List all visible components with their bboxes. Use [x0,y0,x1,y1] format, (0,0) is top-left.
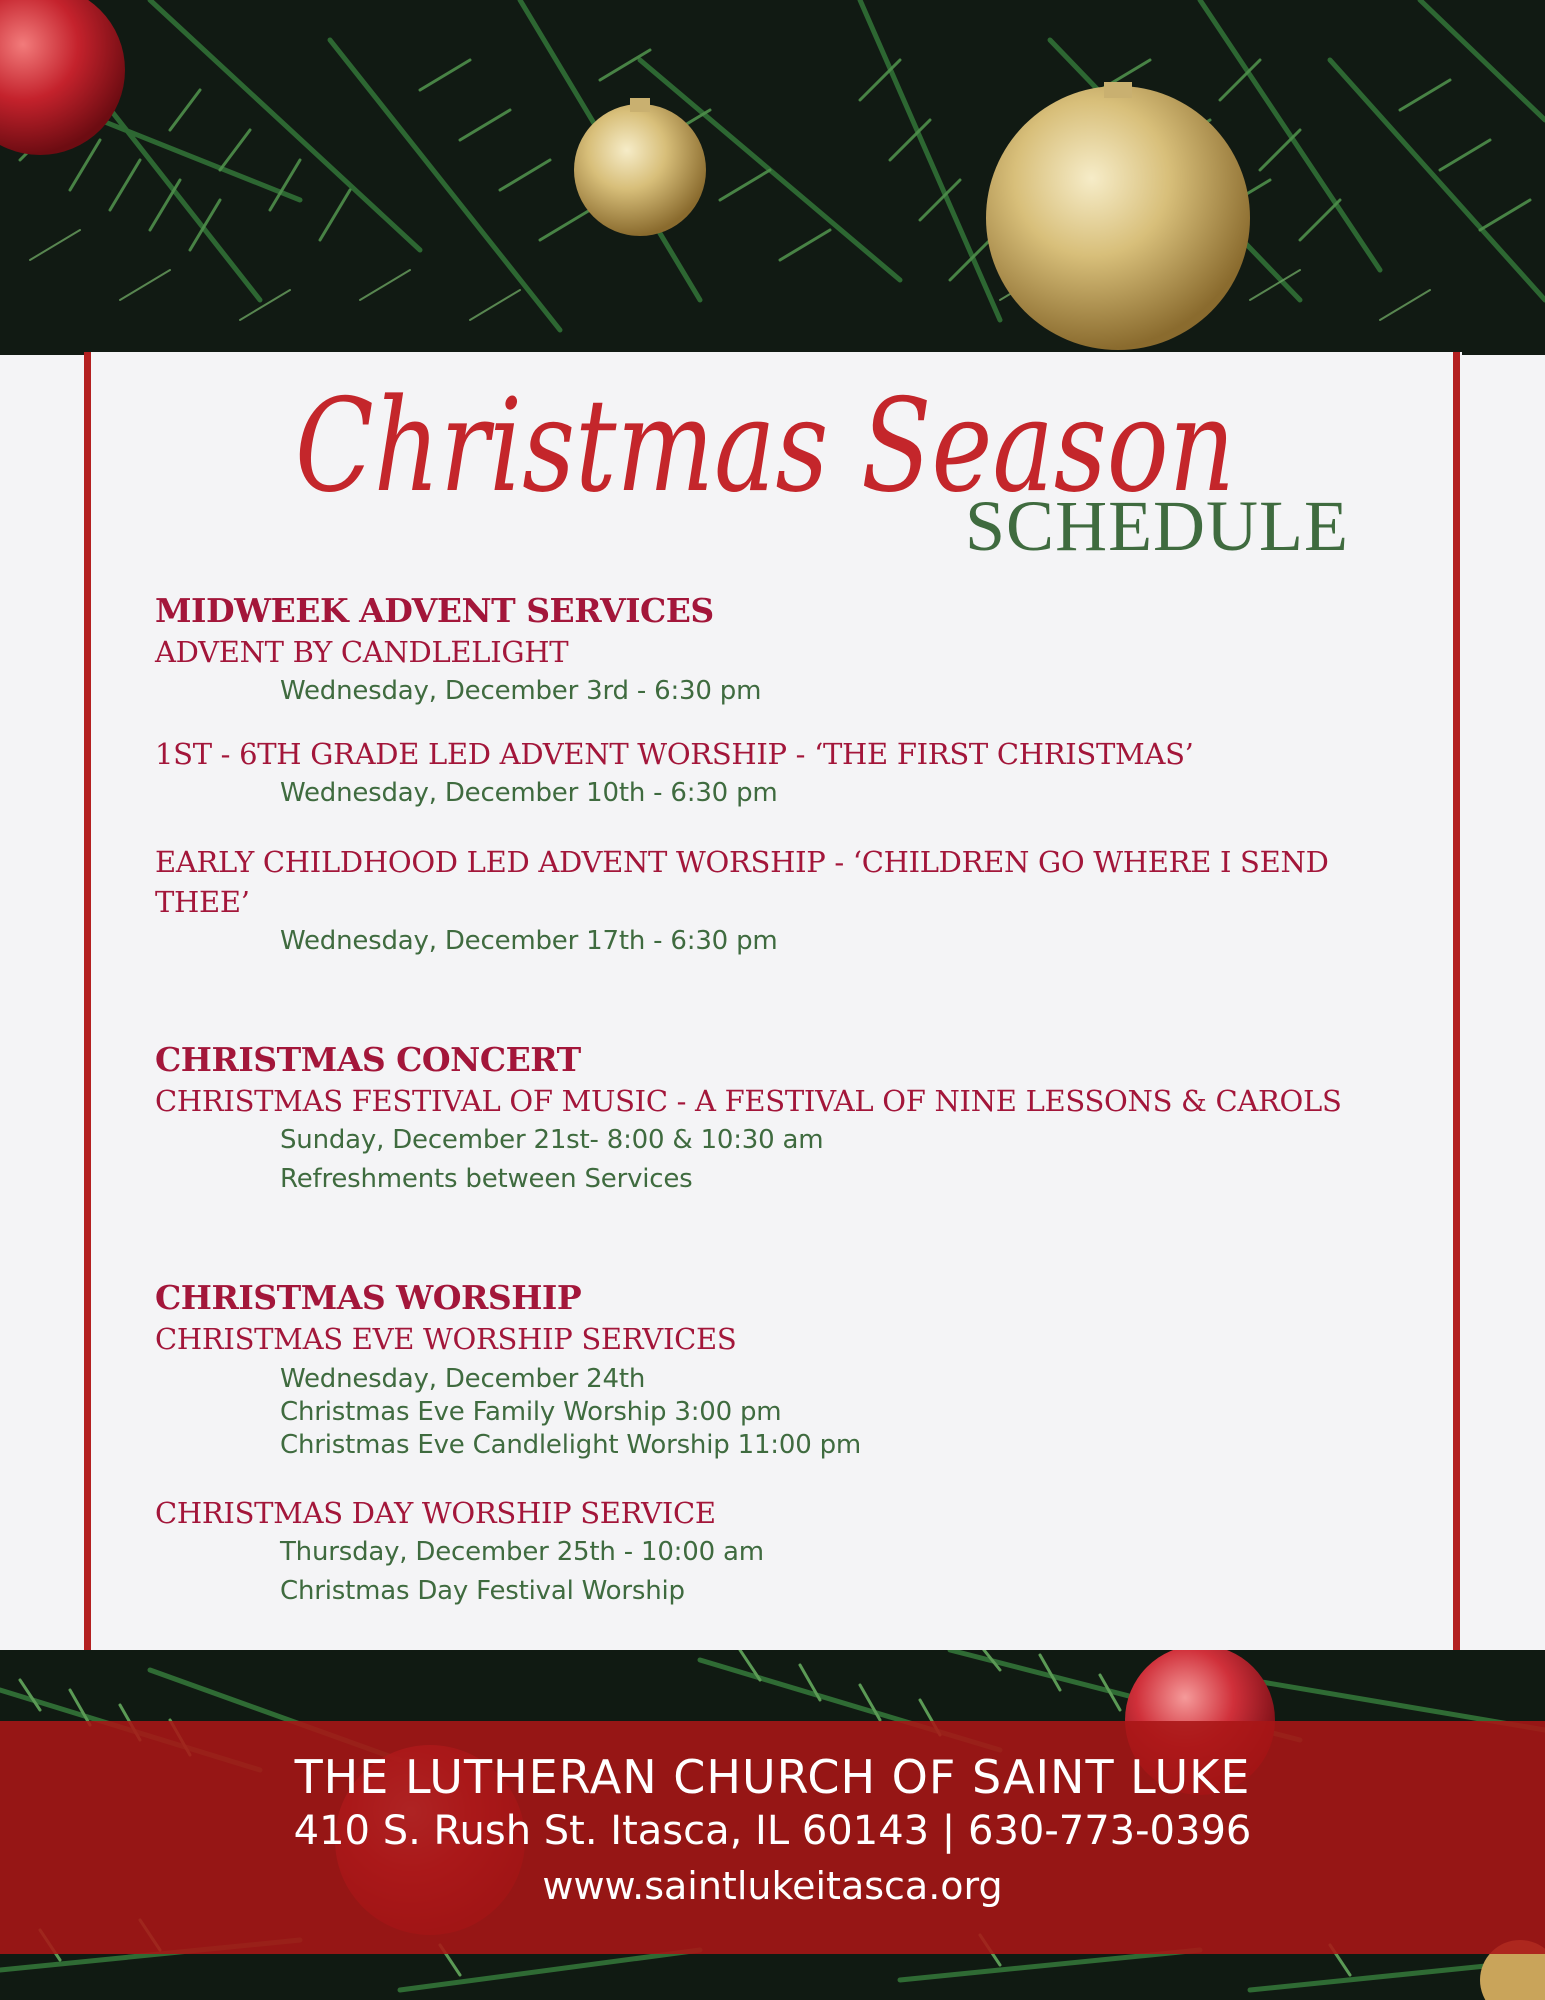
church-address: 410 S. Rush St. Itasca, IL 60143 | 630-773-0396 [293,1808,1252,1854]
event-line: Christmas Eve Candlelight Worship 11:00 pm [280,1430,862,1460]
event-title: ADVENT BY CANDLELIGHT [155,635,569,669]
event-date: Wednesday, December 24th [280,1364,646,1394]
event-note: Christmas Day Festival Worship [280,1576,685,1606]
event-date: Wednesday, December 3rd - 6:30 pm [280,676,762,706]
section-advent [155,590,1405,961]
event-date: Wednesday, December 17th - 6:30 pm [280,926,778,956]
church-name: THE LUTHERAN CHURCH OF SAINT LUKE [294,1750,1251,1804]
event-title: CHRISTMAS FESTIVAL OF MUSIC - A FESTIVAL OF NINE LESSONS & CAROLS [155,1084,1342,1118]
title-schedule: SCHEDULE [965,486,1349,566]
title-script-text: Christmas Season [295,372,1235,521]
section-concert [155,1039,1405,1199]
section-heading: CHRISTMAS WORSHIP [155,1278,582,1317]
event-date: Thursday, December 25th - 10:00 am [280,1537,764,1567]
pine-banner-top [0,0,1545,355]
pine-branches-image [0,0,1545,355]
border-rule-right [1453,352,1460,1652]
section-heading: CHRISTMAS CONCERT [155,1040,581,1079]
footer-band [0,1721,1545,1954]
event-note: Refreshments between Services [280,1164,693,1194]
event-title: CHRISTMAS DAY WORSHIP SERVICE [155,1496,716,1530]
event-date: Sunday, December 21st- 8:00 & 10:30 am [280,1125,824,1155]
section-worship [155,1277,1405,1611]
schedule-content [155,590,1405,1611]
border-rule-left [84,352,91,1652]
event-title: CHRISTMAS EVE WORSHIP SERVICES [155,1322,737,1356]
section-heading: MIDWEEK ADVENT SERVICES [155,591,714,630]
event-title: EARLY CHILDHOOD LED ADVENT WORSHIP - ‘CHILDREN GO WHERE I SEND THEE’ [155,845,1329,919]
event-title: 1ST - 6TH GRADE LED ADVENT WORSHIP - ‘THE FIRST CHRISTMAS’ [155,737,1194,771]
event-line: Christmas Eve Family Worship 3:00 pm [280,1397,782,1427]
church-website-link[interactable]: www.saintlukeitasca.org [542,1864,1003,1908]
event-date: Wednesday, December 10th - 6:30 pm [280,778,778,808]
